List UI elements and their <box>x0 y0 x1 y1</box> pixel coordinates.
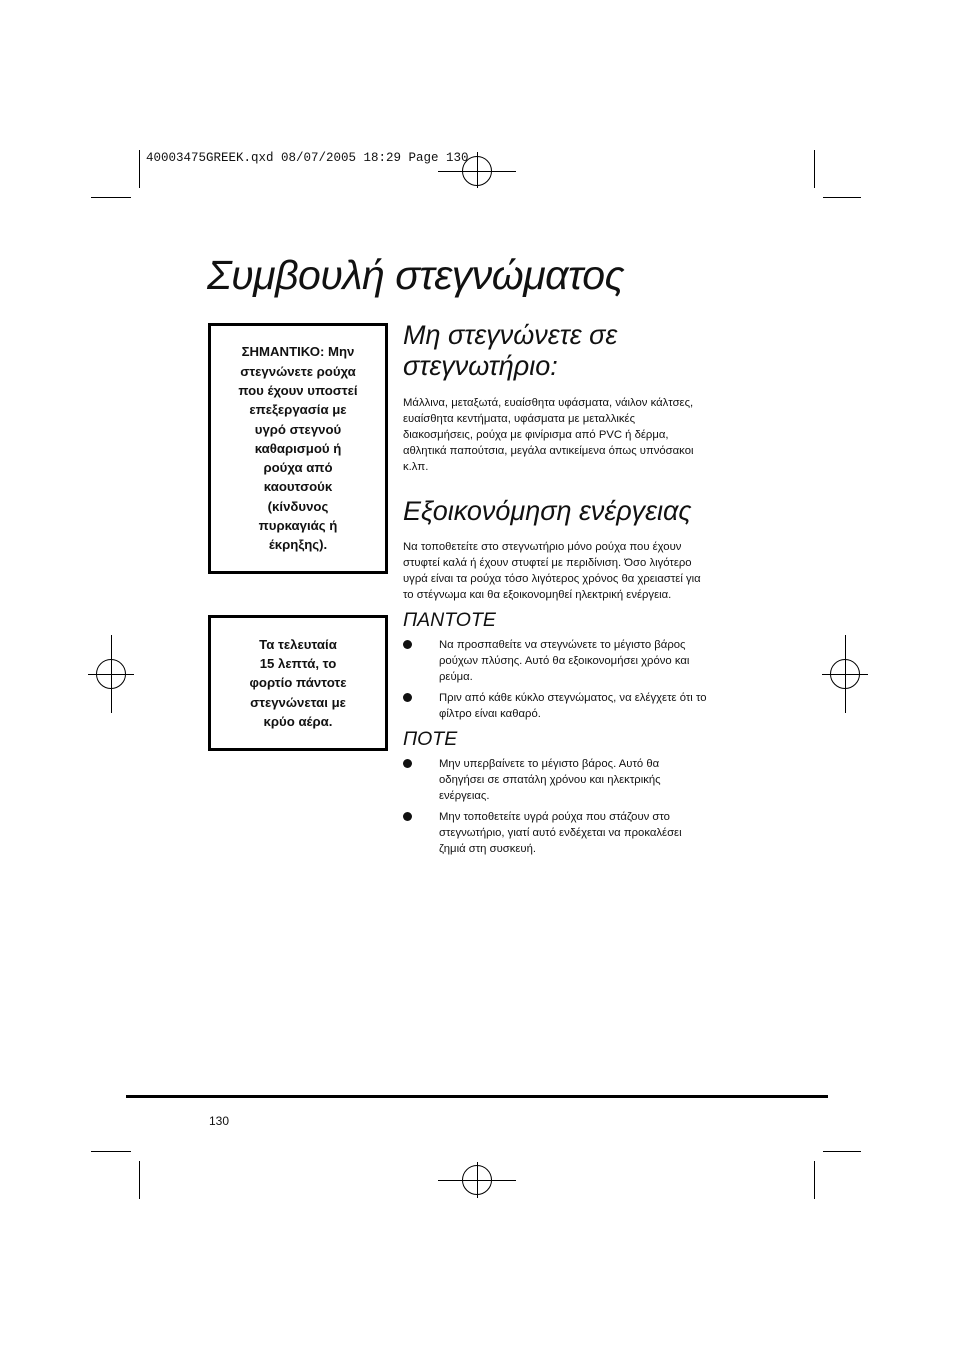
warning-line: επεξεργασία με <box>249 402 347 418</box>
list-item: Μην υπερβαίνετε το μέγιστο βάρος. Αυτό θα οδηγήσει σε σπατάλη χρόνου και ηλεκτρικής ενέργειας. <box>403 756 748 804</box>
warning-line: καουτσούκ <box>263 479 333 495</box>
list-item: Μην τοποθετείτε υγρά ρούχα που στάζουν στο στεγνωτήριο, γιατί αυτό ενδέχεται να προκαλέσει ζημιά στη συσκευή. <box>403 809 748 857</box>
crop-mark <box>139 1161 140 1199</box>
page-number: 130 <box>209 1114 230 1128</box>
never-heading: ΠΟΤΕ <box>403 728 458 750</box>
crop-mark <box>814 1161 815 1199</box>
crop-mark <box>823 197 861 198</box>
slug-line: 40003475GREEK.qxd 08/07/2005 18:29 Page 130 <box>146 151 469 165</box>
page-title: Συμβουλή στεγνώματος <box>207 252 625 298</box>
bullet-icon <box>403 693 412 702</box>
registration-mark-right <box>822 635 868 713</box>
bullet-icon <box>403 812 412 821</box>
cooldown-note-box <box>208 615 388 751</box>
crop-mark <box>91 1151 131 1152</box>
list-item: Πριν από κάθε κύκλο στεγνώματος, να ελέγχετε ότι το φίλτρο είναι καθαρό. <box>403 690 748 722</box>
warning-line: ΣΗΜΑΝΤΙΚΟ: Μην <box>241 344 355 360</box>
bullet-icon <box>403 640 412 649</box>
crop-mark <box>823 1151 861 1152</box>
warning-line: που έχουν υποστεί <box>238 382 358 398</box>
registration-mark-bottom <box>438 1162 516 1198</box>
warning-line: στεγνώνετε ρούχα <box>240 363 356 379</box>
list-item: Να προσπαθείτε να στεγνώνετε το μέγιστο βάρος ρούχων πλύσης. Αυτό θα εξοικονομήσει χρόνο και ρεύμα. <box>403 637 748 685</box>
crop-mark <box>91 197 131 198</box>
warning-line: έκρηξης). <box>268 537 328 553</box>
crop-mark <box>814 150 815 188</box>
note-line: 15 λεπτά, το <box>259 656 337 672</box>
warning-line: ρούχα από <box>263 460 333 476</box>
energy-text: Να τοποθετείτε στο στεγνωτήριο μόνο ρούχα που έχουν στυφτεί καλά ή έχουν στυφτεί με περιδίνιση. Όσο λιγότερο υγρά είναι τα ρούχα τόσο λιγότερος χρόνος θα χρειαστεί για το στέγνωμα και θα εξοικονομηθεί ηλεκτρική ενέργεια. <box>403 541 701 601</box>
warning-line: καθαρισμού ή <box>254 440 342 456</box>
warning-line: πυρκαγιάς ή <box>258 518 338 534</box>
note-line: Τα τελευταία <box>259 636 337 652</box>
bullet-icon <box>403 759 412 768</box>
section-heading-dont-dry: Μη στεγνώνετε σε στεγνωτήριο: <box>403 320 618 381</box>
always-heading: ΠΑΝΤΟΤΕ <box>403 609 496 631</box>
note-line: κρύο αέρα. <box>263 713 333 729</box>
warning-line: (κίνδυνος <box>267 498 329 514</box>
note-line: στεγνώνεται με <box>250 694 346 710</box>
dont-dry-text: Μάλλινα, μεταξωτά, ευαίσθητα υφάσματα, νάιλον κάλτσες, ευαίσθητα κεντήματα, υφάσματα με μεταλλικές διακοσμήσεις, ρούχα με φινίρισμα από PVC ή δέρμα, αθλητικά παπούτσια, μεγάλα αντικείμενα όπως υπνόσακοι κ.λπ. <box>403 397 694 473</box>
section-heading-energy: Εξοικονόμηση ενέργειας <box>403 496 692 526</box>
important-warning-box <box>208 323 388 574</box>
warning-line: υγρό στεγνού <box>254 421 342 437</box>
registration-mark-left <box>88 635 134 713</box>
note-line: φορτίο πάντοτε <box>249 675 347 691</box>
footer-rule <box>126 1095 828 1098</box>
crop-mark <box>139 150 140 188</box>
